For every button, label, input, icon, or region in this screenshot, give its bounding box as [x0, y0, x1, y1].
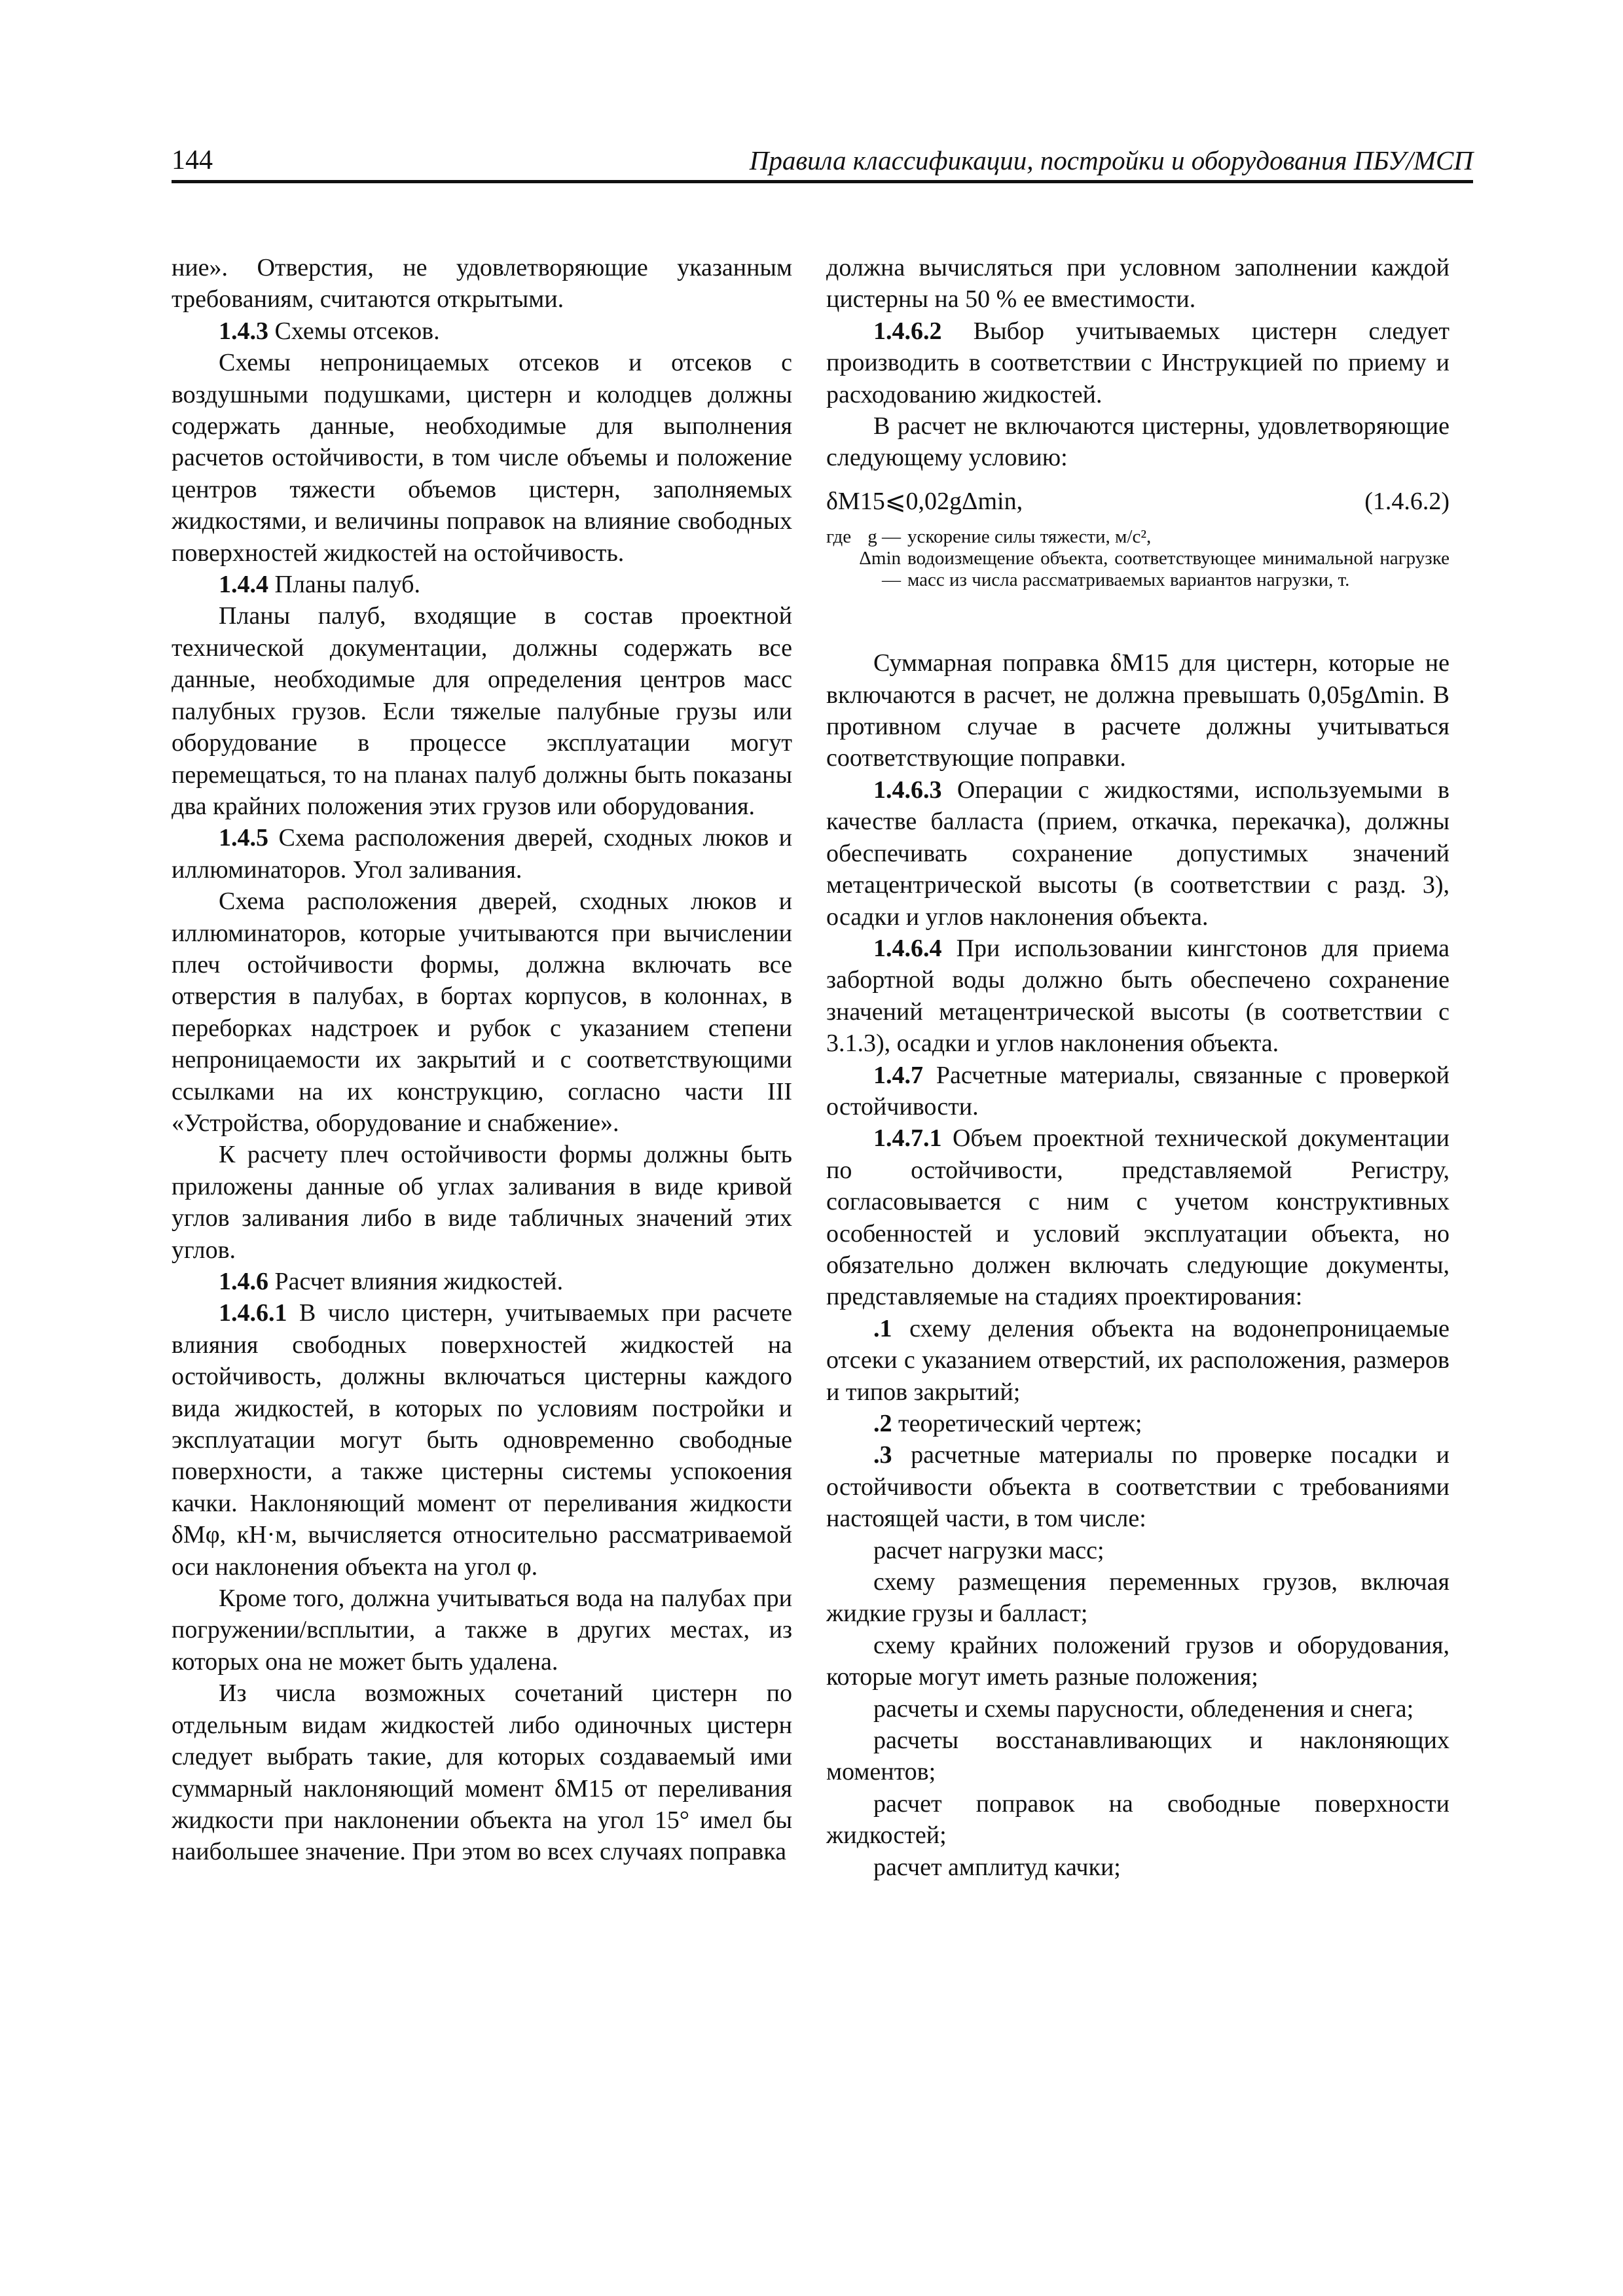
right-column	[826, 252, 1450, 1883]
paragraph	[826, 315, 1450, 410]
section-heading: Планы палуб.	[274, 571, 420, 599]
equation-formula: δM15⩽0,02gΔmin,	[826, 487, 1023, 515]
section-number: .2	[873, 1410, 892, 1437]
left-column	[172, 252, 792, 1868]
section-number: 1.4.6.2	[873, 317, 942, 345]
section-number: 1.4.3	[219, 317, 268, 345]
paragraph	[826, 1788, 1450, 1852]
paragraph-text: схему крайних положений грузов и оборудования, которые могут иметь разные положения;	[826, 1631, 1450, 1691]
running-title: Правила классификации, постройки и оборудования ПБУ/МСП	[749, 145, 1473, 175]
paragraph	[172, 569, 792, 600]
section-number: .3	[873, 1441, 892, 1469]
paragraph-text: Из числа возможных сочетаний цистерн по отдельным видам жидкостей либо одиночных цистерн следует выбрать такие, для которых создаваемый ими суммарный наклоняющий момент δM15 от переливания жидкости при наклонении объекта на угол 15° имел бы наибольшее значение. При этом во всех случаях поправка	[172, 1679, 792, 1866]
paragraph	[826, 252, 1450, 315]
paragraph	[172, 347, 792, 569]
section-heading: Схема расположения дверей, сходных люков и иллюминаторов. Угол заливания.	[172, 824, 792, 884]
paragraph	[826, 1535, 1450, 1566]
paragraph-text: должна вычисляться при условном заполнении каждой цистерны на 50 % ее вместимости.	[826, 254, 1450, 314]
paragraph	[826, 1439, 1450, 1534]
paragraph-text: расчеты и схемы парусности, обледенения и снега;	[873, 1695, 1414, 1723]
paragraph	[826, 933, 1450, 1060]
section-number: 1.4.6.4	[873, 934, 942, 962]
paragraph	[826, 774, 1450, 933]
paragraph-text: Кроме того, должна учитываться вода на палубах при погружении/всплытии, а также в других местах, из которых она не может быть удалена.	[172, 1585, 792, 1676]
paragraph	[172, 822, 792, 886]
where-symbol-g: g —	[867, 526, 901, 548]
paragraph-text: ние». Отверстия, не удовлетворяющие указанным требованиям, считаются открытыми.	[172, 254, 792, 314]
paragraph	[826, 1630, 1450, 1693]
paragraph	[826, 1725, 1450, 1788]
paragraph-text: Схема расположения дверей, сходных люков и иллюминаторов, которые учитываются при вычислении плеч остойчивости формы, должна включать все отверстия в палубах, в бортах корпусов, в колоннах, в переборках надстроек и рубок с указанием степени непроницаемости их закрытий и с соответствующими ссылками на их конструкцию, согласно части III «Устройства, оборудование и снабжение».	[172, 888, 792, 1137]
paragraph	[172, 1297, 792, 1583]
paragraph	[826, 1122, 1450, 1312]
paragraph-text: расчет амплитуд качки;	[873, 1853, 1121, 1881]
paragraph-text: Операции с жидкостями, используемыми в качестве балласта (прием, откачка, перекачка), должны обеспечивать сохранение допустимых значений метацентрической высоты (в соответствии с разд. 3), осадки и углов наклонения объекта.	[826, 776, 1450, 931]
paragraph-text: В число цистерн, учитываемых при расчете влияния свободных поверхностей жидкостей на остойчивость, должны включаться цистерны каждого вида жидкостей, в которых по условиям постройки и эксплуатации могут быть одновременно свободные поверхности, а также цистерны системы успокоения качки. Наклоняющий момент от переливания жидкости δMφ, кН·м, вычисляется относительно рассматриваемой оси наклонения объекта на угол φ.	[172, 1299, 792, 1581]
paragraph	[826, 1693, 1450, 1725]
where-word: где	[826, 526, 852, 548]
paragraph-text: теоретический чертеж;	[898, 1410, 1142, 1437]
paragraph-text: расчет нагрузки масс;	[873, 1536, 1104, 1564]
paragraph	[172, 1139, 792, 1266]
paragraph	[826, 647, 1450, 774]
section-number: 1.4.7.1	[873, 1124, 942, 1153]
paragraph-text: расчет поправок на свободные поверхности жидкостей;	[826, 1789, 1450, 1850]
paragraph	[826, 410, 1450, 474]
section-number: 1.4.6.1	[219, 1299, 287, 1327]
paragraph-text: В расчет не включаются цистерны, удовлетворяющие следующему условию:	[826, 412, 1450, 472]
paragraph-text: схему деления объекта на водонепроницаемые отсеки с указанием отверстий, их расположения, размеров и типов закрытий;	[826, 1314, 1450, 1406]
paragraph	[826, 1408, 1450, 1439]
page-header	[172, 143, 1473, 183]
paragraph	[172, 1266, 792, 1297]
paragraph	[826, 1566, 1450, 1630]
paragraph	[172, 600, 792, 822]
paragraph-text: Объем проектной технической документации по остойчивости, представляемой Регистру, согласовывается с ним с учетом конструктивных особенностей и условий эксплуатации объекта, но обязательно должен включать следующие документы, представляемые на стадиях проектирования:	[826, 1124, 1450, 1311]
section-number: 1.4.6	[219, 1268, 268, 1295]
equation-number: (1.4.6.2)	[1364, 487, 1450, 515]
section-heading: Расчет влияния жидкостей.	[274, 1268, 564, 1295]
section-heading: Расчетные материалы, связанные с проверкой остойчивости.	[826, 1061, 1450, 1121]
section-number: .1	[873, 1314, 892, 1342]
where-desc-delta: водоизмещение объекта, соответствующее минимальной нагрузке масс из числа рассматриваемых вариантов нагрузки, т.	[907, 548, 1450, 591]
paragraph-text: Суммарная поправка δM15 для цистерн, которые не включаются в расчет, не должна превышать 0,05gΔmin. В противном случае в расчете должны учитываться соответствующие поправки.	[826, 649, 1450, 772]
paragraph	[172, 315, 792, 347]
paragraph	[826, 1852, 1450, 1883]
paragraph	[826, 1060, 1450, 1123]
section-number: 1.4.7	[873, 1061, 923, 1089]
section-number: 1.4.4	[219, 571, 268, 599]
paragraph	[172, 252, 792, 315]
where-symbol-delta: Δmin —	[859, 548, 901, 591]
where-desc-g: ускорение силы тяжести, м/с²,	[907, 526, 1152, 548]
paragraph	[172, 886, 792, 1139]
paragraph	[826, 1313, 1450, 1408]
paragraph-text: Планы палуб, входящие в состав проектной технической документации, должны содержать все данные, необходимые для определения центров масс палубных грузов. Если тяжелые палубные грузы или оборудование в процессе эксплуатации могут перемещаться, то на планах палуб должны быть показаны два крайних положения этих грузов или оборудования.	[172, 602, 792, 820]
paragraph-text: К расчету плеч остойчивости формы должны быть приложены данные об углах заливания в виде кривой углов заливания либо в виде табличных значений этих углов.	[172, 1141, 792, 1264]
paragraph	[172, 1583, 792, 1677]
paragraph-text: При использовании кингстонов для приема забортной воды должно быть обеспечено сохранение значений метацентрической высоты (в соответствии с 3.1.3), осадки и углов наклонения объекта.	[826, 934, 1450, 1058]
section-number: 1.4.6.3	[873, 776, 942, 804]
paragraph	[172, 1677, 792, 1867]
paragraph-text: Выбор учитываемых цистерн следует производить в соответствии с Инструкцией по приему и расходованию жидкостей.	[826, 317, 1450, 408]
paragraph-text: Схемы непроницаемых отсеков и отсеков с воздушными подушками, цистерн и колодцев должны содержать данные, необходимые для выполнения расчетов остойчивости, в том числе объемы и положение центров тяжести объемов цистерн, заполняемых жидкостями, и величины поправок на влияние свободных поверхностей жидкостей на остойчивость.	[172, 349, 792, 567]
page-number: 144	[172, 145, 213, 175]
paragraph-text: расчетные материалы по проверке посадки и остойчивости объекта в соответствии с требованиями настоящей части, в том числе:	[826, 1441, 1450, 1533]
section-heading: Схемы отсеков.	[274, 317, 440, 345]
paragraph-text: схему размещения переменных грузов, включая жидкие грузы и балласт;	[826, 1568, 1450, 1628]
section-number: 1.4.5	[219, 824, 268, 852]
paragraph-text: расчеты восстанавливающих и наклоняющих моментов;	[826, 1727, 1450, 1786]
equation	[826, 486, 1450, 517]
legend-where	[826, 526, 1450, 591]
